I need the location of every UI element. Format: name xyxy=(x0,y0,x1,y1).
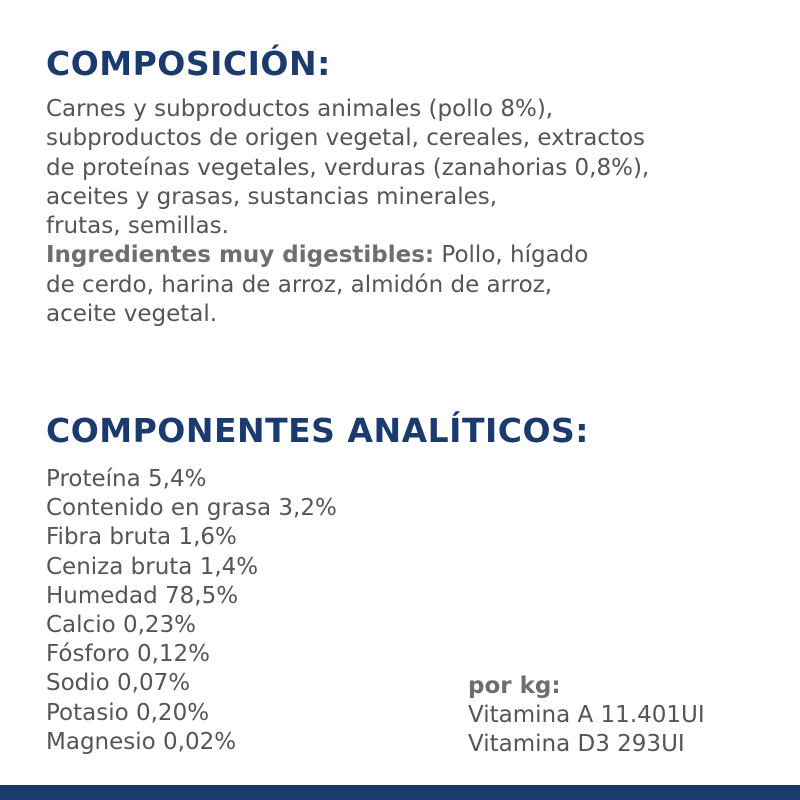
composition-text xyxy=(46,95,786,329)
composition-line: Carnes y subproductos animales (pollo 8%), xyxy=(46,96,554,122)
analytics-item: Humedad 78,5% xyxy=(46,582,239,609)
bottom-color-bar xyxy=(0,785,800,800)
composition-line: de proteínas vegetales, verduras (zanahorias 0,8%), xyxy=(46,154,650,181)
analytics-item: Ceniza bruta 1,4% xyxy=(46,553,259,580)
digestible-line: de cerdo, harina de arroz, almidón de arroz, xyxy=(46,271,553,298)
analytics-item: Contenido en grasa 3,2% xyxy=(46,495,337,522)
per-kg-label: por kg: xyxy=(468,673,561,699)
vitamin-item: Vitamina D3 293UI xyxy=(468,731,685,758)
vitamin-item: Vitamina A 11.401UI xyxy=(468,702,705,729)
composition-line: aceites y grasas, sustancias minerales, xyxy=(46,183,498,210)
analytics-item: Potasio 0,20% xyxy=(46,699,210,726)
analytics-list xyxy=(46,465,337,757)
composition-heading: COMPOSICIÓN: xyxy=(46,44,331,83)
analytics-item: Magnesio 0,02% xyxy=(46,728,237,755)
composition-line: frutas, semillas. xyxy=(46,213,229,240)
per-kg-block xyxy=(468,672,705,760)
analytics-item: Proteína 5,4% xyxy=(46,466,207,492)
digestible-line xyxy=(46,241,786,270)
analytics-item: Calcio 0,23% xyxy=(46,612,197,639)
digestible-label: Ingredientes muy digestibles: xyxy=(46,242,435,269)
analytics-item: Fibra bruta 1,6% xyxy=(46,524,237,551)
composition-line: subproductos de origen vegetal, cereales, extractos xyxy=(46,125,646,152)
analytics-item: Fósforo 0,12% xyxy=(46,641,211,668)
analytics-item: Sodio 0,07% xyxy=(46,670,191,697)
digestible-text: Pollo, hígado xyxy=(434,242,589,269)
digestible-line: aceite vegetal. xyxy=(46,301,218,328)
analytics-heading: COMPONENTES ANALÍTICOS: xyxy=(46,411,589,450)
